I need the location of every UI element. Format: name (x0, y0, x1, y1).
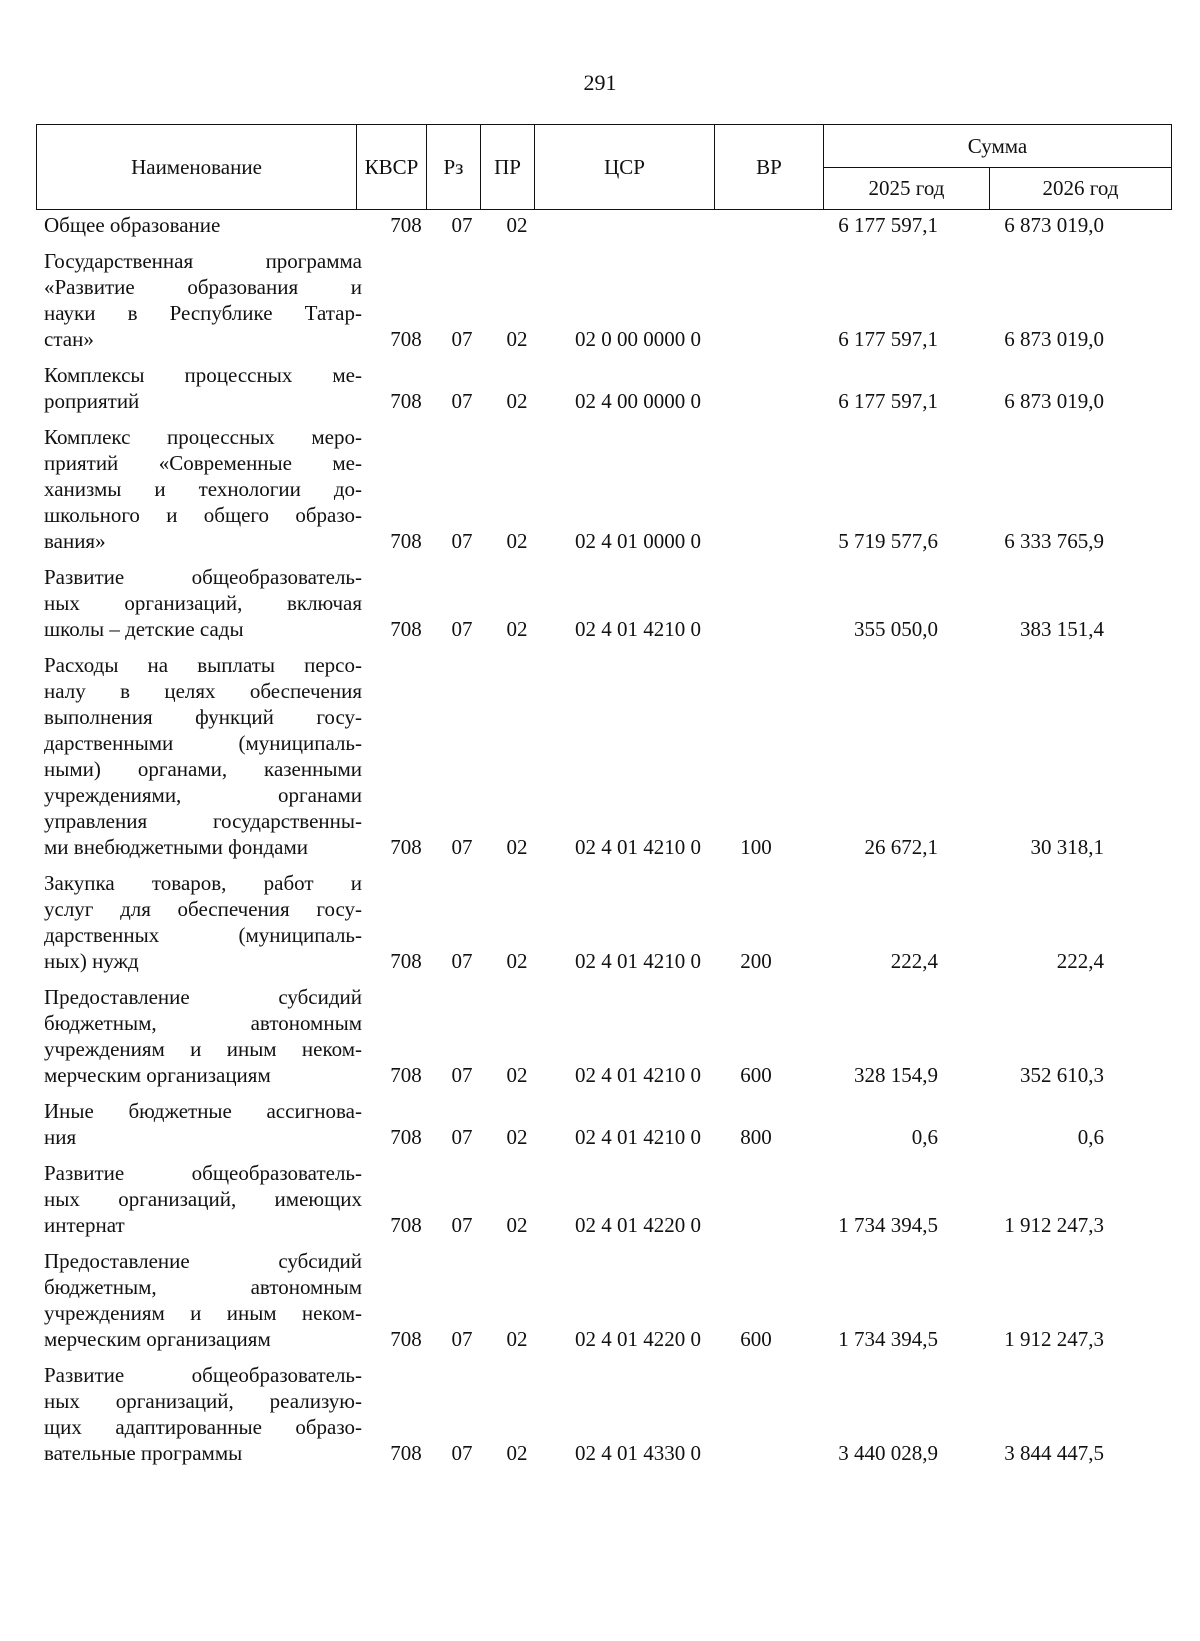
row-name (44, 984, 362, 1088)
row-name (44, 1160, 362, 1238)
cell-s2025: 1 734 394,5 (838, 1327, 938, 1351)
cell-rz: 07 (451, 617, 473, 641)
cell-s2025: 5 719 577,6 (838, 529, 938, 553)
row-name-line: школы – детские сады (44, 617, 244, 641)
cell-pr: 02 (506, 529, 528, 553)
row-name (44, 1098, 362, 1150)
cell-kvsr: 708 (390, 1125, 422, 1149)
cell-s2025: 26 672,1 (864, 835, 938, 859)
row-name-line: налу в целях обеспечения (44, 679, 362, 703)
cell-csr: 02 4 00 0000 0 (575, 389, 701, 413)
table-row (36, 1248, 1172, 1352)
row-name-line: дарственных (муниципаль- (44, 923, 362, 947)
row-name (44, 248, 362, 352)
header-year-2025: 2025 год (824, 167, 990, 209)
cell-s2026: 6 873 019,0 (1004, 213, 1104, 237)
table-row (36, 362, 1172, 414)
cell-csr: 02 4 01 4220 0 (575, 1213, 701, 1237)
row-name-line: Предоставление субсидий (44, 985, 362, 1009)
header-sum: Сумма (824, 125, 1171, 168)
header-sum-group (824, 125, 1171, 209)
row-name (44, 564, 362, 642)
row-name (44, 1248, 362, 1352)
cell-s2026: 6 333 765,9 (1004, 529, 1104, 553)
cell-kvsr: 708 (390, 1441, 422, 1465)
cell-kvsr: 708 (390, 1327, 422, 1351)
cell-vr: 600 (740, 1327, 772, 1351)
cell-s2025: 328 154,9 (854, 1063, 938, 1087)
cell-kvsr: 708 (390, 213, 422, 237)
row-name-line: школьного и общего образо- (44, 503, 362, 527)
cell-rz: 07 (451, 327, 473, 351)
row-name-line: ных) нужд (44, 949, 139, 973)
row-name (44, 362, 362, 414)
cell-s2025: 6 177 597,1 (838, 389, 938, 413)
cell-s2025: 3 440 028,9 (838, 1441, 938, 1465)
cell-s2025: 1 734 394,5 (838, 1213, 938, 1237)
table-row (36, 1160, 1172, 1238)
cell-rz: 07 (451, 1327, 473, 1351)
cell-csr: 02 4 01 4210 0 (575, 1125, 701, 1149)
row-name-line: Закупка товаров, работ и (44, 871, 362, 895)
cell-rz: 07 (451, 835, 473, 859)
row-name-line: ными) органами, казенными (44, 757, 362, 781)
cell-csr: 02 4 01 4210 0 (575, 1063, 701, 1087)
cell-s2026: 3 844 447,5 (1004, 1441, 1104, 1465)
row-name-line: мерческим организациям (44, 1327, 271, 1351)
cell-vr: 100 (740, 835, 772, 859)
cell-s2026: 1 912 247,3 (1004, 1327, 1104, 1351)
cell-pr: 02 (506, 1213, 528, 1237)
row-name (44, 424, 362, 554)
cell-csr: 02 4 01 4220 0 (575, 1327, 701, 1351)
table-row (36, 870, 1172, 974)
cell-pr: 02 (506, 327, 528, 351)
row-name-line: ханизмы и технологии до- (44, 477, 362, 501)
row-name-line: ми внебюджетными фондами (44, 835, 308, 859)
row-name-line: щих адаптированные образо- (44, 1415, 362, 1439)
row-name-line: вания» (44, 529, 106, 553)
cell-csr: 02 4 01 4210 0 (575, 617, 701, 641)
row-name-line: Комплекс процессных меро- (44, 425, 362, 449)
cell-rz: 07 (451, 1441, 473, 1465)
row-name-line: Развитие общеобразователь- (44, 1363, 362, 1387)
cell-s2026: 30 318,1 (1030, 835, 1104, 859)
cell-s2026: 222,4 (1056, 949, 1104, 973)
table-body (36, 212, 1172, 1466)
row-name-line: бюджетным, автономным (44, 1275, 362, 1299)
cell-s2026: 6 873 019,0 (1004, 389, 1104, 413)
cell-kvsr: 708 (390, 1213, 422, 1237)
cell-kvsr: 708 (390, 949, 422, 973)
cell-s2025: 6 177 597,1 (838, 213, 938, 237)
row-name-line: учреждениями, органами (44, 783, 362, 807)
row-name-line: роприятий (44, 389, 140, 413)
row-name-line: Общее образование (44, 213, 221, 237)
cell-rz: 07 (451, 1213, 473, 1237)
row-name-line: Развитие общеобразователь- (44, 1161, 362, 1185)
cell-rz: 07 (451, 1125, 473, 1149)
header-pr: ПР (481, 125, 535, 209)
cell-kvsr: 708 (390, 1063, 422, 1087)
cell-s2026: 352 610,3 (1020, 1063, 1104, 1087)
row-name (44, 1362, 362, 1466)
table-row (36, 1362, 1172, 1466)
row-name-line: выполнения функций госу- (44, 705, 362, 729)
header-rz: Рз (427, 125, 481, 209)
cell-pr: 02 (506, 213, 528, 237)
row-name-line: ния (44, 1125, 77, 1149)
row-name-line: Расходы на выплаты персо- (44, 653, 362, 677)
row-name-line: Иные бюджетные ассигнова- (44, 1099, 362, 1123)
cell-s2025: 222,4 (890, 949, 938, 973)
cell-pr: 02 (506, 617, 528, 641)
row-name-line: ных организаций, включая (44, 591, 362, 615)
row-name-line: науки в Республике Татар- (44, 301, 362, 325)
row-name-line: приятий «Современные ме- (44, 451, 362, 475)
table-row (36, 1098, 1172, 1150)
row-name-line: вательные программы (44, 1441, 243, 1465)
table-row (36, 564, 1172, 642)
row-name-line: управления государственны- (44, 809, 362, 833)
row-name-line: Развитие общеобразователь- (44, 565, 362, 589)
row-name (44, 870, 362, 974)
cell-csr: 02 4 01 0000 0 (575, 529, 701, 553)
cell-csr: 02 4 01 4210 0 (575, 835, 701, 859)
row-name-line: учреждениям и иным неком- (44, 1037, 362, 1061)
cell-vr: 800 (740, 1125, 772, 1149)
cell-csr: 02 4 01 4210 0 (575, 949, 701, 973)
row-name-line: интернат (44, 1213, 125, 1237)
row-name-line: Комплексы процессных ме- (44, 363, 362, 387)
row-name-line: Государственная программа (44, 249, 362, 273)
cell-rz: 07 (451, 529, 473, 553)
cell-s2026: 383 151,4 (1020, 617, 1104, 641)
row-name-line: услуг для обеспечения госу- (44, 897, 362, 921)
row-name-line: «Развитие образования и (44, 275, 362, 299)
table-header (36, 124, 1172, 210)
cell-pr: 02 (506, 1063, 528, 1087)
header-year-2026: 2026 год (1042, 175, 1119, 200)
row-name (44, 212, 362, 238)
row-name-line: стан» (44, 327, 94, 351)
table-row (36, 652, 1172, 860)
table-row (36, 424, 1172, 554)
cell-vr: 200 (740, 949, 772, 973)
page-number: 291 (583, 70, 617, 95)
cell-kvsr: 708 (390, 389, 422, 413)
cell-pr: 02 (506, 389, 528, 413)
row-name (44, 652, 362, 860)
row-name-line: мерческим организациям (44, 1063, 271, 1087)
cell-s2025: 6 177 597,1 (838, 327, 938, 351)
row-name-line: дарственными (муниципаль- (44, 731, 362, 755)
cell-csr: 02 0 00 0000 0 (575, 327, 701, 351)
row-name-line: ных организаций, реализую- (44, 1389, 362, 1413)
table-row (36, 984, 1172, 1088)
cell-rz: 07 (451, 213, 473, 237)
cell-s2026: 0,6 (1077, 1125, 1104, 1149)
cell-pr: 02 (506, 835, 528, 859)
cell-pr: 02 (506, 1327, 528, 1351)
cell-rz: 07 (451, 1063, 473, 1087)
header-name: Наименование (37, 125, 357, 209)
row-name-line: Предоставление субсидий (44, 1249, 362, 1273)
cell-s2025: 0,6 (911, 1125, 938, 1149)
cell-rz: 07 (451, 389, 473, 413)
cell-pr: 02 (506, 949, 528, 973)
row-name-line: бюджетным, автономным (44, 1011, 362, 1035)
header-kvsr: КВСР (357, 125, 427, 209)
cell-kvsr: 708 (390, 327, 422, 351)
table-row (36, 212, 1172, 238)
cell-s2026: 1 912 247,3 (1004, 1213, 1104, 1237)
cell-kvsr: 708 (390, 835, 422, 859)
cell-csr: 02 4 01 4330 0 (575, 1441, 701, 1465)
cell-pr: 02 (506, 1441, 528, 1465)
table-row (36, 248, 1172, 352)
row-name-line: ных организаций, имеющих (44, 1187, 362, 1211)
cell-s2026: 6 873 019,0 (1004, 327, 1104, 351)
row-name-line: учреждениям и иным неком- (44, 1301, 362, 1325)
cell-pr: 02 (506, 1125, 528, 1149)
header-vr: ВР (715, 125, 824, 209)
cell-rz: 07 (451, 949, 473, 973)
cell-kvsr: 708 (390, 617, 422, 641)
cell-vr: 600 (740, 1063, 772, 1087)
cell-kvsr: 708 (390, 529, 422, 553)
header-csr: ЦСР (535, 125, 715, 209)
cell-s2025: 355 050,0 (854, 617, 938, 641)
